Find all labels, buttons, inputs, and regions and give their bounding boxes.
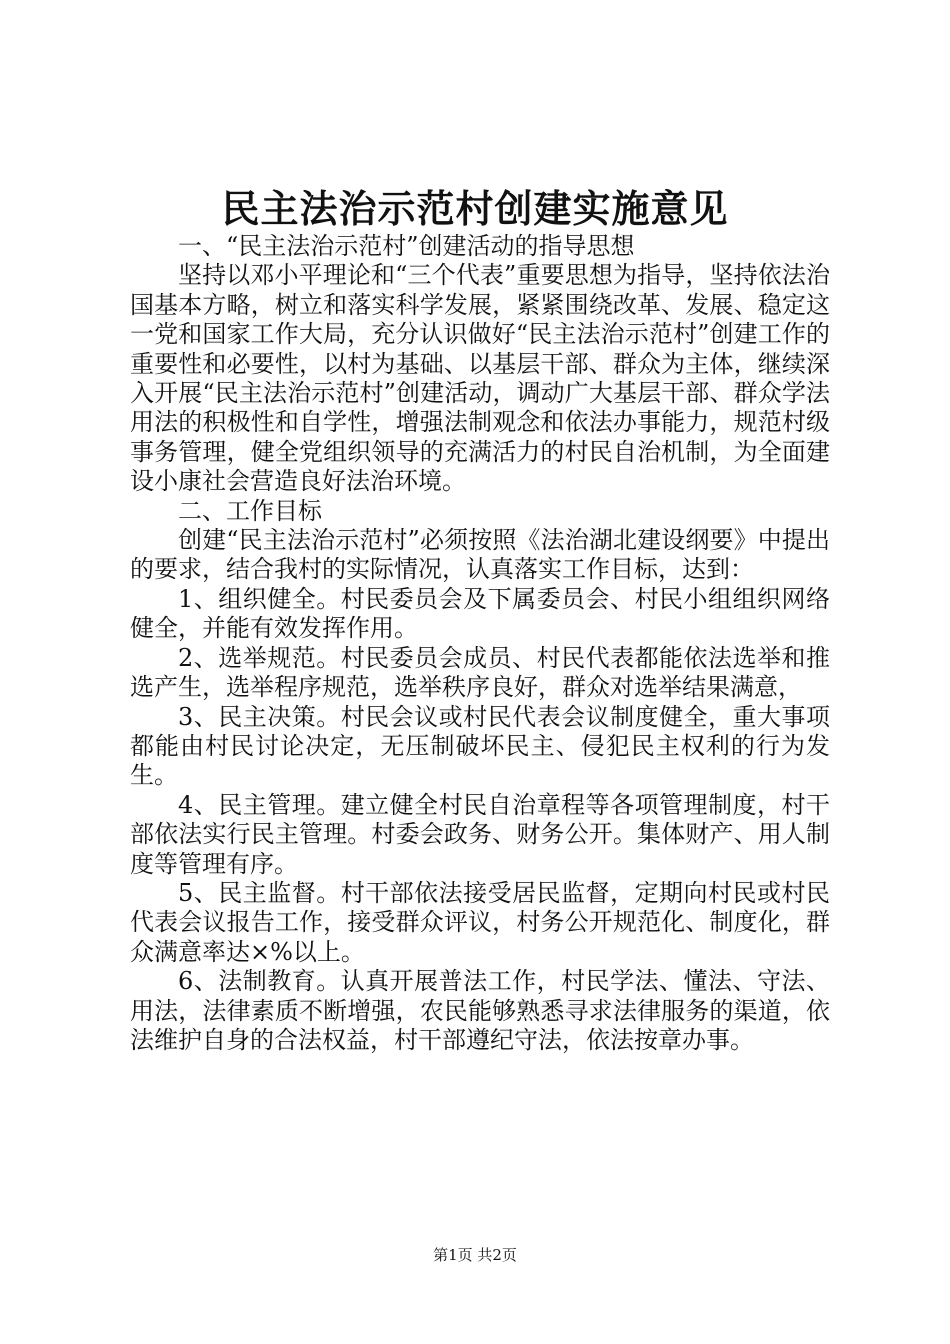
document-title: 民主法治示范村创建实施意见 [221,186,729,231]
paragraph-work-goals-intro: 创建“民主法治示范村”必须按照《法治湖北建设纲要》中提出的要求，结合我村的实际情况，认真落实工作目标，达到： [130,526,830,584]
paragraph-guiding-ideology: 坚持以邓小平理论和“三个代表”重要思想为指导，坚持依法治国基本方略，树立和落实科学发展，紧紧围绕改革、发展、稳定这一党和国家工作大局，充分认识做好“民主法治示范村”创建工作的重要性和必要性，以村为基础、以基层干部、群众为主体，继续深入开展“民主法治示范村”创建活动，调动广大基层干部、群众学法用法的积极性和自学性，增强法制观念和依法办事能力，规范村级事务管理，健全党组织领导的充满活力的村民自治机制，为全面建设小康社会营造良好法治环境。 [130,261,830,496]
goal-item-election: 2、选举规范。村民委员会成员、村民代表都能依法选举和推选产生，选举程序规范，选举秩序良好，群众对选举结果满意， [130,643,830,702]
goal-item-legal-education: 6、法制教育。认真开展普法工作，村民学法、懂法、守法、用法，法律素质不断增强，农民能够熟悉寻求法律服务的渠道，依法维护自身的合法权益，村干部遵纪守法，依法按章办事。 [130,967,830,1054]
page-number: 第1页 共2页 [433,1246,517,1264]
goal-item-decision: 3、民主决策。村民会议或村民代表会议制度健全，重大事项都能由村民讨论决定，无压制破坏民主、侵犯民主权利的行为发生。 [130,702,830,790]
document-body [130,232,830,1055]
goal-item-management: 4、民主管理。建立健全村民自治章程等各项管理制度，村干部依法实行民主管理。村委会政务、财务公开。集体财产、用人制度等管理有序。 [130,790,830,878]
goal-item-supervision: 5、民主监督。村干部依法接受居民监督，定期向村民或村民代表会议报告工作，接受群众评议，村务公开规范化、制度化，群众满意率达×%以上。 [130,878,830,966]
goal-item-organization: 1、组织健全。村民委员会及下属委员会、村民小组组织网络健全，并能有效发挥作用。 [130,584,830,643]
section-heading-work-goals: 二、工作目标 [178,496,322,525]
section-heading-guiding-ideology: 一、“民主法治示范村”创建活动的指导思想 [178,232,635,260]
